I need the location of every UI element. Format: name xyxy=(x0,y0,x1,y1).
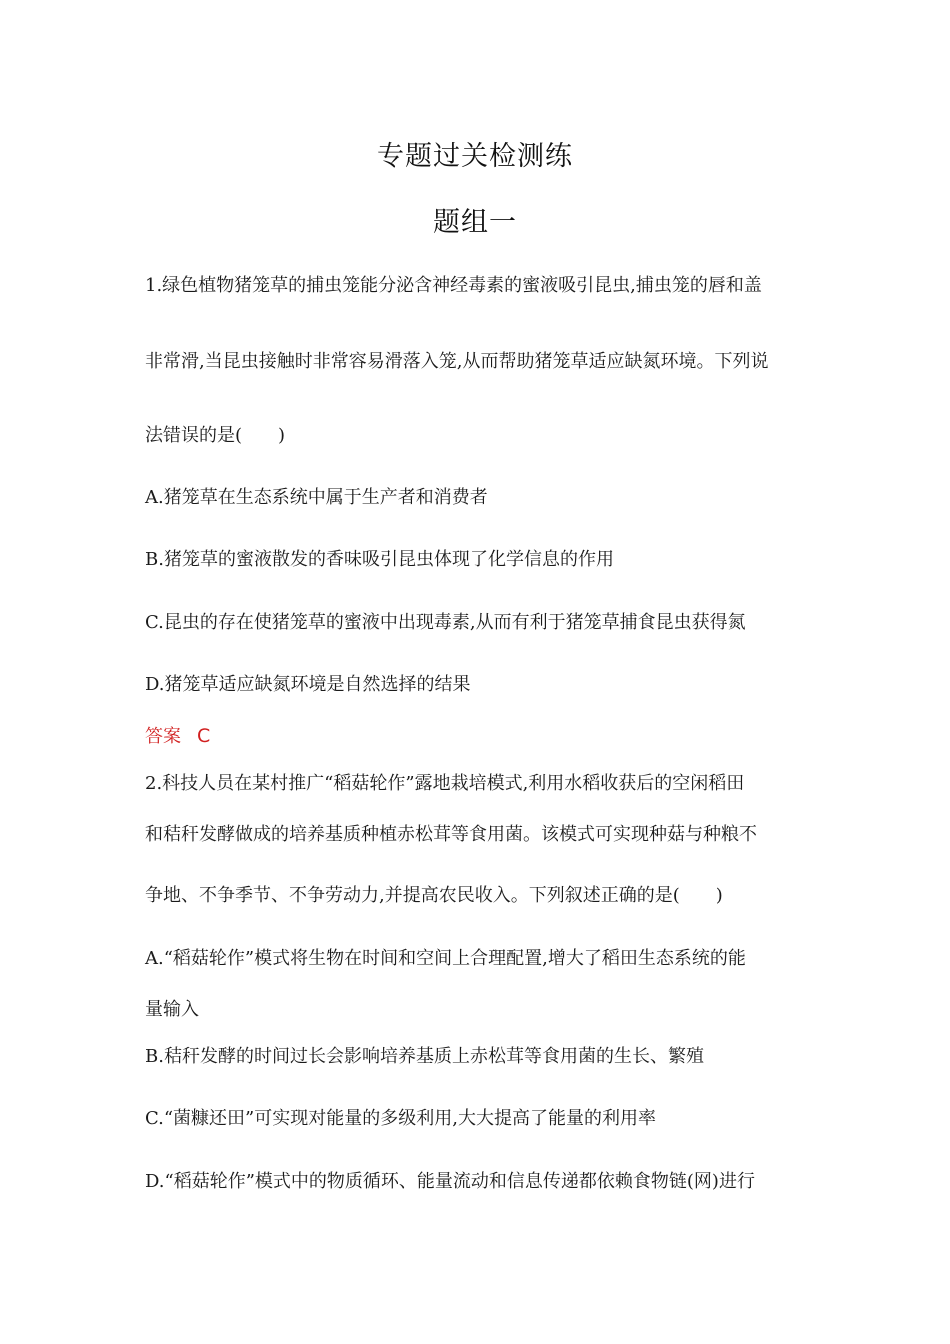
question-2-option-a: A.“稻菇轮作”模式将生物在时间和空间上合理配置,增大了稻田生态系统的能 xyxy=(145,948,746,969)
question-1-stem-line-1: 1.绿色植物猪笼草的捕虫笼能分泌含神经毒素的蜜液吸引昆虫,捕虫笼的唇和盖 xyxy=(145,275,762,296)
question-1-option-d: D.猪笼草适应缺氮环境是自然选择的结果 xyxy=(145,674,471,695)
question-1-option-b: B.猪笼草的蜜液散发的香味吸引昆虫体现了化学信息的作用 xyxy=(145,549,614,570)
question-1-option-a: A.猪笼草在生态系统中属于生产者和消费者 xyxy=(145,487,488,508)
question-2-option-a-cont: 量输入 xyxy=(145,999,199,1020)
page-title: 专题过关检测练 xyxy=(377,141,573,172)
question-2-stem-line-3: 争地、不争季节、不争劳动力,并提高农民收入。下列叙述正确的是( ) xyxy=(145,885,723,906)
answer-label: 答案 xyxy=(145,726,181,747)
question-1-answer xyxy=(145,724,210,749)
answer-value: C xyxy=(197,725,211,747)
question-1-stem-line-2: 非常滑,当昆虫接触时非常容易滑落入笼,从而帮助猪笼草适应缺氮环境。下列说 xyxy=(145,351,769,372)
question-2-stem-line-2: 和秸秆发酵做成的培养基质种植赤松茸等食用菌。该模式可实现种菇与种粮不 xyxy=(145,824,757,845)
question-1-stem-line-3: 法错误的是( ) xyxy=(145,425,286,446)
question-2-option-d: D.“稻菇轮作”模式中的物质循环、能量流动和信息传递都依赖食物链(网)进行 xyxy=(145,1171,755,1192)
question-2-stem-line-1: 2.科技人员在某村推广“稻菇轮作”露地栽培模式,利用水稻收获后的空闲稻田 xyxy=(145,773,745,794)
question-2-option-b: B.秸秆发酵的时间过长会影响培养基质上赤松茸等食用菌的生长、繁殖 xyxy=(145,1046,704,1067)
section-title: 题组一 xyxy=(433,207,517,238)
question-1-option-c: C.昆虫的存在使猪笼草的蜜液中出现毒素,从而有利于猪笼草捕食昆虫获得氮 xyxy=(145,612,746,633)
question-2-option-c: C.“菌糠还田”可实现对能量的多级利用,大大提高了能量的利用率 xyxy=(145,1108,656,1129)
